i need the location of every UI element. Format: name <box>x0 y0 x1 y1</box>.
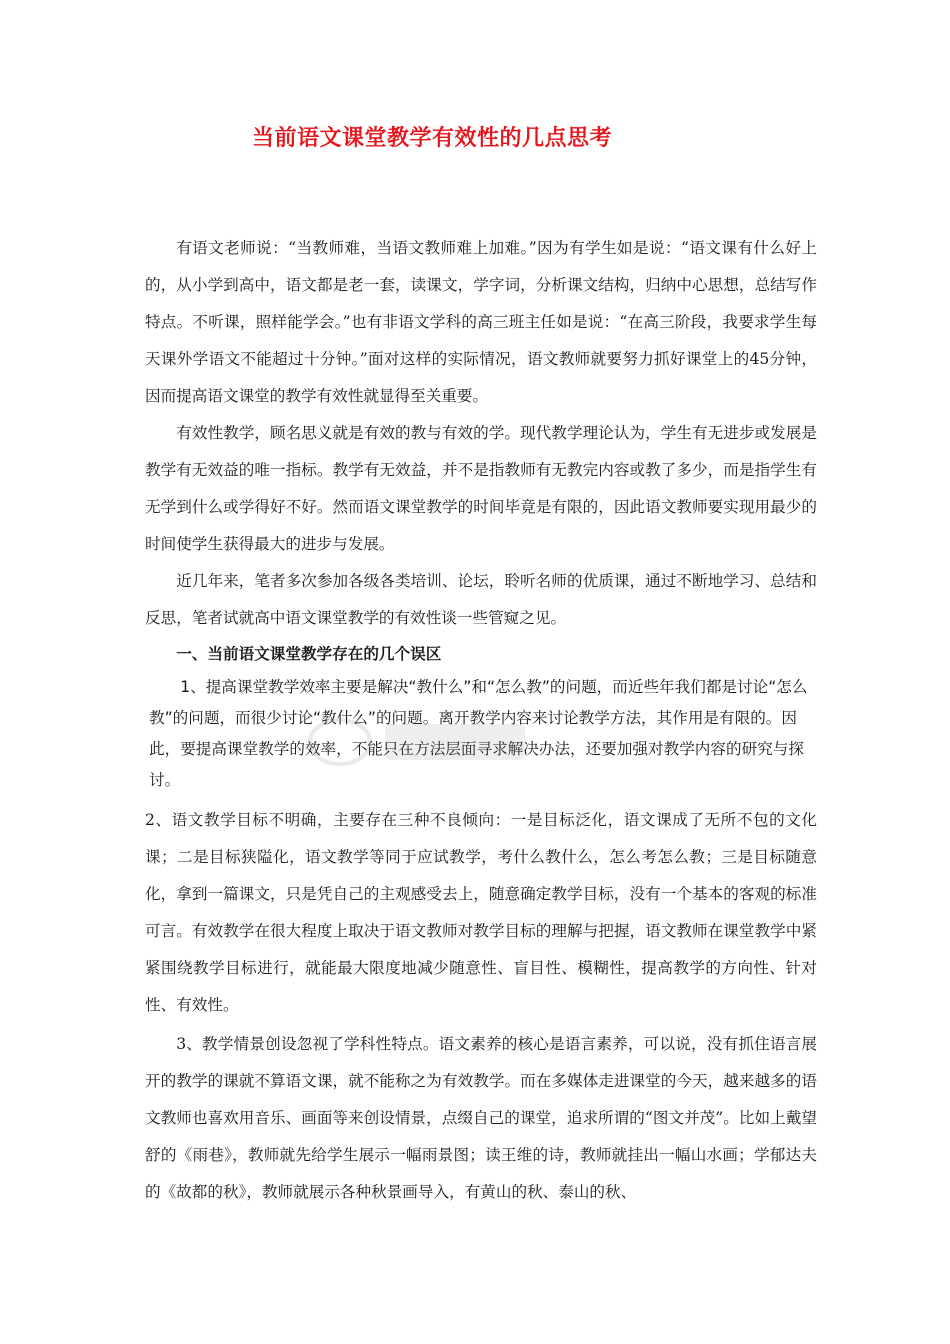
document-title: 当前语文课堂教学有效性的几点思考 <box>251 126 612 151</box>
document-body <box>145 230 817 1211</box>
section-heading: 一、当前语文课堂教学存在的几个误区 <box>176 645 442 663</box>
paragraph-purpose: 近几年来，笔者多次参加各级各类培训、论坛，聆听名师的优质课，通过不断地学习、总结和反思，笔者试就高中语文课堂教学的有效性谈一些管窥之见。 <box>145 572 817 627</box>
list-item-1: 1、提高课堂教学效率主要是解决“教什么”和“怎么教”的问题，而近些年我们都是讨论“怎么教”的问题，而很少讨论“教什么”的问题。离开教学内容来讨论教学方法，其作用是有限的。因此，要提高课堂教学的效率，不能只在方法层面寻求解决办法，还要加强对教学内容的研究与探讨。 <box>149 678 808 789</box>
paragraph-intro: 有语文老师说：“当教师难，当语文教师难上加难。”因为有学生如是说：“语文课有什么好上的，从小学到高中，语文都是老一套，读课文，学字词，分析课文结构，归纳中心思想，总结写作特点。不听课，照样能学会。”也有非语文学科的高三班主任如是说：“在高三阶段，我要求学生每天课外学语文不能超过十分钟。”面对这样的实际情况，语文教师就要努力抓好课堂上的45分钟，因而提高语文课堂的教学有效性就显得至关重要。 <box>145 239 817 405</box>
list-item-2: 2、语文教学目标不明确，主要存在三种不良倾向：一是目标泛化，语文课成了无所不包的文化课；二是目标狭隘化，语文教学等同于应试教学，考什么教什么，怎么考怎么教；三是目标随意化，拿到一篇课文，只是凭自己的主观感受去上，随意确定教学目标，没有一个基本的客观的标准可言。有效教学在很大程度上取决于语文教师对教学目标的理解与把握，语文教师在课堂教学中紧紧围绕教学目标进行，就能最大限度地减少随意性、盲目性、模糊性，提高教学的方向性、针对性、有效性。 <box>145 811 817 1014</box>
paragraph-definition: 有效性教学，顾名思义就是有效的教与有效的学。现代教学理论认为，学生有无进步或发展是教学有无效益的唯一指标。教学有无效益，并不是指教师有无教完内容或教了多少，而是指学生有无学到什么或学得好不好。然而语文课堂教学的时间毕竟是有限的，因此语文教师要实现用最少的时间使学生获得最大的进步与发展。 <box>145 424 817 553</box>
list-item-3: 3、教学情景创设忽视了学科性特点。语文素养的核心是语言素养，可以说，没有抓住语言展开的教学的课就不算语文课，就不能称之为有效教学。而在多媒体走进课堂的今天，越来越多的语文教师也喜欢用音乐、画面等来创设情景，点缀自己的课堂，追求所谓的“图文并茂”。比如上戴望舒的《雨巷》，教师就先给学生展示一幅雨景图；读王维的诗，教师就挂出一幅山水画；学郁达夫的《故都的秋》，教师就展示各种秋景画导入，有黄山的秋、泰山的秋、 <box>145 1035 817 1201</box>
